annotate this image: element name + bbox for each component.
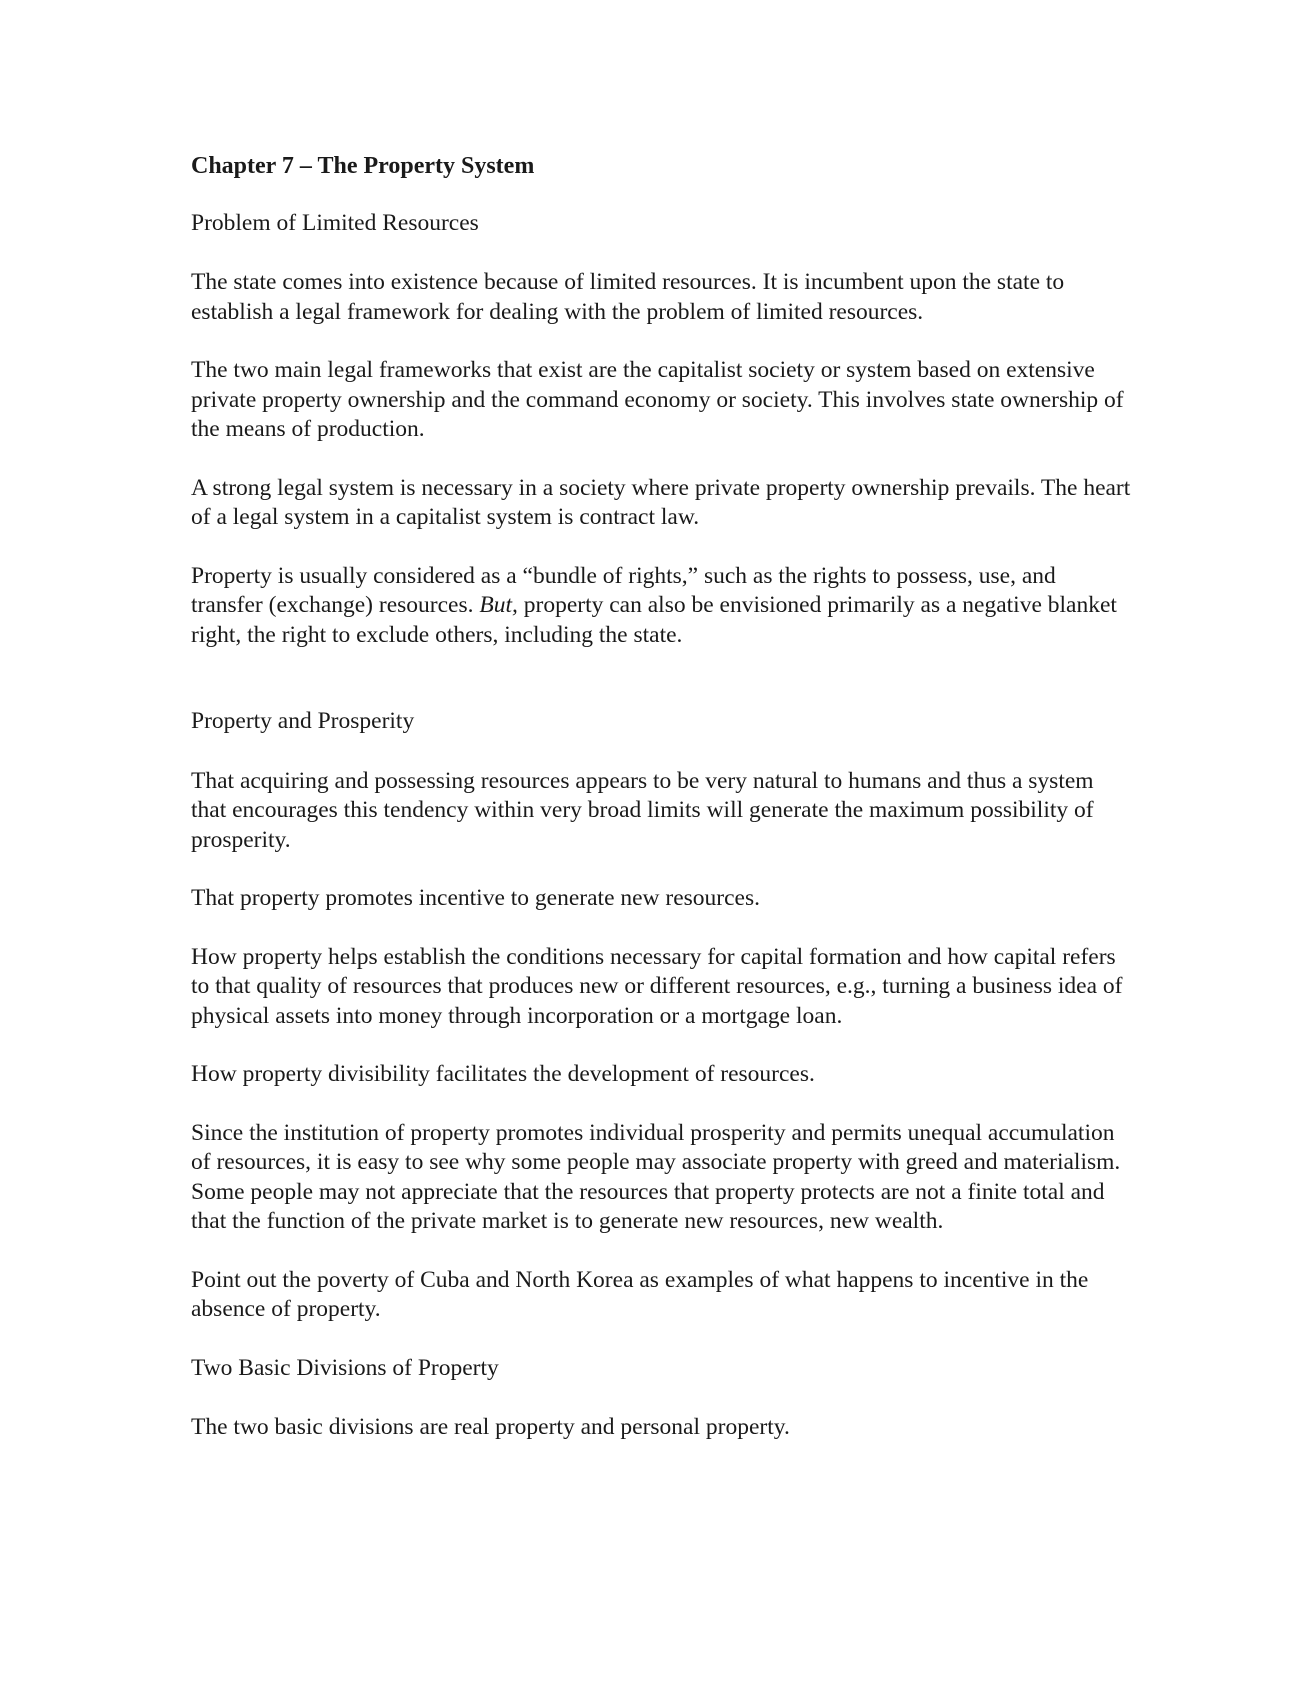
paragraph: Point out the poverty of Cuba and North Korea as examples of what happens to incentive in the absence of property. bbox=[191, 1266, 1089, 1322]
paragraph: Since the institution of property promotes individual prosperity and permits unequal accumulation of resources, it is easy to see why some people may associate property with greed and materialism. Some people may not appreciate that the resources that property protects are not a finite total and that the function of the private market is to generate new resources, new wealth. bbox=[191, 1119, 1121, 1234]
paragraph: That acquiring and possessing resources appears to be very natural to humans and thus a system that encourages this tendency within very broad limits will generate the maximum possibility of prosperity. bbox=[191, 767, 1094, 853]
paragraph: How property helps establish the conditions necessary for capital formation and how capital refers to that quality of resources that produces new or different resources, e.g., turning a business idea of physical assets into money through incorporation or a mortgage loan. bbox=[191, 943, 1123, 1029]
section-heading: Property and Prosperity bbox=[191, 708, 415, 734]
chapter-title: Chapter 7 – The Property System bbox=[191, 153, 535, 179]
paragraph: The state comes into existence because of limited resources. It is incumbent upon the state to establish a legal framework for dealing with the problem of limited resources. bbox=[191, 269, 1065, 325]
document-body bbox=[191, 152, 1131, 1472]
paragraph bbox=[191, 562, 1131, 651]
paragraph: The two basic divisions are real property and personal property. bbox=[191, 1414, 790, 1440]
italic-emphasis: But, bbox=[479, 592, 518, 618]
paragraph: How property divisibility facilitates the development of resources. bbox=[191, 1061, 815, 1087]
section-heading: Problem of Limited Resources bbox=[191, 209, 479, 236]
paragraph: A strong legal system is necessary in a society where private property ownership prevails. The heart of a legal system in a capitalist system is contract law. bbox=[191, 474, 1131, 530]
section-heading: Two Basic Divisions of Property bbox=[191, 1354, 499, 1381]
paragraph: The two main legal frameworks that exist are the capitalist society or system based on extensive private property ownership and the command economy or society. This involves state ownership of the means of production. bbox=[191, 357, 1124, 442]
paragraph-text: property can also be envisioned primarily as a negative blanket right, the right to exclude others, including the state. bbox=[191, 592, 1117, 648]
paragraph: That property promotes incentive to generate new resources. bbox=[191, 885, 761, 911]
paragraph-text: Property is usually considered as a “bundle of rights,” such as the rights to possess, use, and transfer (exchange) resources. bbox=[191, 562, 1056, 618]
